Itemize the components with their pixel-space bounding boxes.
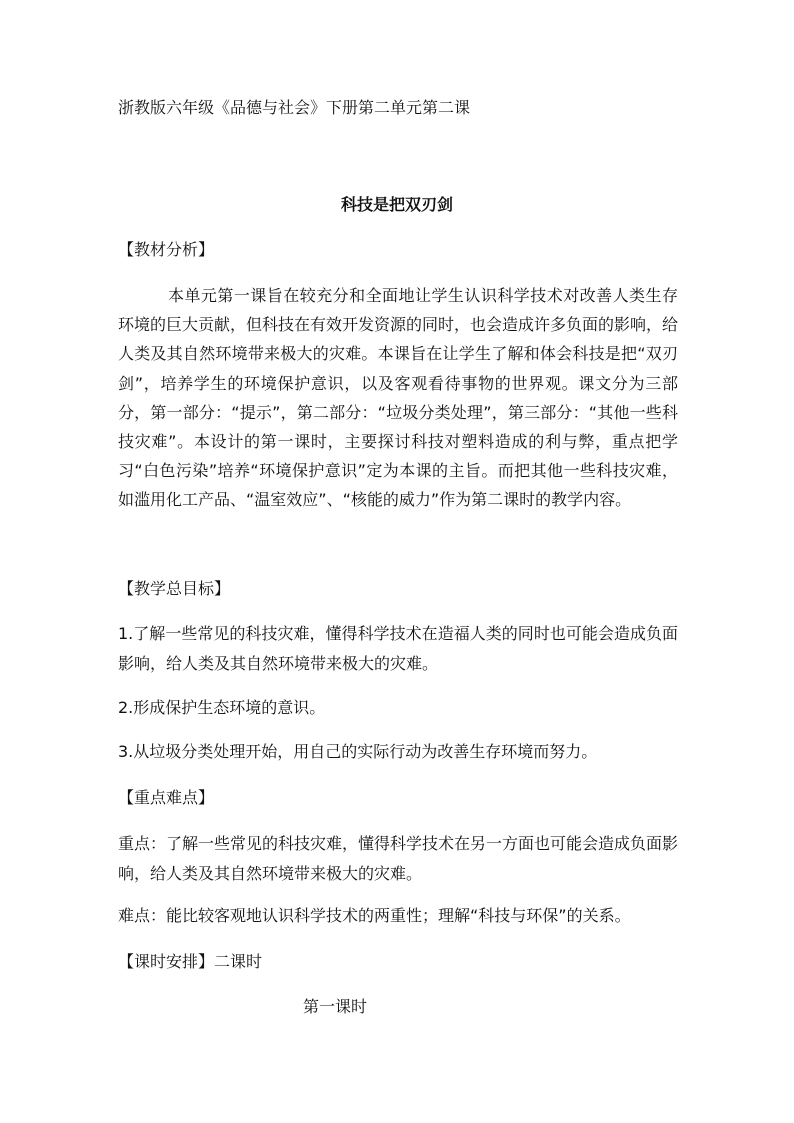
analysis-paragraph: 本单元第一课旨在较充分和全面地让学生认识科学技术对改善人类生存环境的巨大贡献，但科技在有效开发资源的同时，也会造成许多负面的影响，给人类及其自然环境带来极大的灾难。本课旨在让学生了解和体会科技是把“双刃剑”，培养学生的环境保护意识，以及客观看待事物的世界观。课文分为三部分，第一部分：“提示”，第二部分：“垃圾分类处理”，第三部分：“其他一些科技灾难”。本设计的第一课时，主要探讨科技对塑料造成的利与弊，重点把学习“白色污染”培养“环境保护意识”定为本课的主旨。而把其他一些科技灾难，如滥用化工产品、“温室效应”、“核能的威力”作为第二课时的教学内容。 [118, 286, 679, 510]
key-point-text: 重点：了解一些常见的科技灾难，懂得科学技术在另一方面也可能会造成负面影响，给人类及其自然环境带来极大的灾难。 [118, 834, 679, 883]
section-heading-goals: 【教学总目标】 [118, 579, 231, 598]
goal-item-2: 2.形成保护生态环境的意识。 [118, 698, 326, 717]
section-heading-analysis: 【教材分析】 [118, 240, 215, 259]
page-title: 科技是把双刃剑 [340, 195, 453, 214]
goal-item-1: 1.了解一些常见的科技灾难，懂得科学技术在造福人类的同时也可能会造成负面影响，给人类及其自然环境带来极大的灾难。 [118, 624, 678, 673]
difficult-point-text: 难点：能比较客观地认识科学技术的两重性；理解“科技与环保”的关系。 [118, 906, 631, 925]
section-heading-key-points: 【重点难点】 [118, 788, 215, 807]
document-header: 浙教版六年级《品德与社会》下册第二单元第二课 [118, 98, 471, 117]
first-lesson-heading: 第一课时 [303, 997, 368, 1016]
goal-item-3: 3.从垃圾分类处理开始，用自己的实际行动为改善生存环境而努力。 [118, 742, 598, 761]
schedule-label: 【课时安排】二课时 [118, 952, 263, 971]
